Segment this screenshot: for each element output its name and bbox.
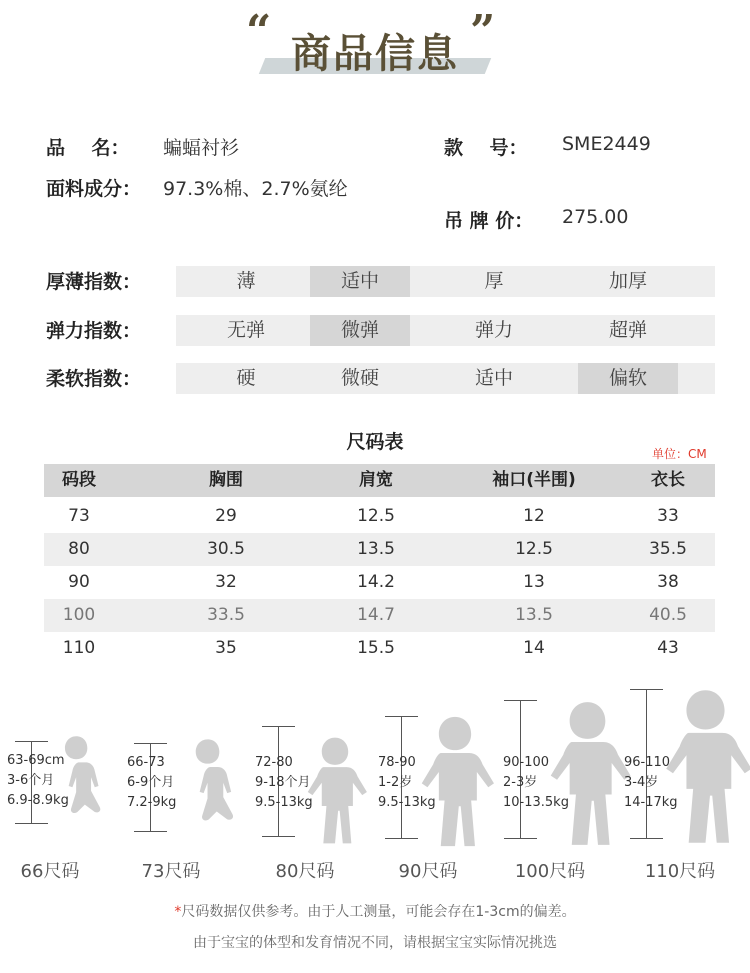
table-row: [44, 599, 715, 632]
quote-open: “: [246, 6, 272, 57]
figure-size-label: 73尺码: [141, 861, 201, 882]
note-line1: 尺码数据仅供参考。由于人工测量，可能会存在1-3cm的偏差。: [181, 904, 576, 920]
baby-silhouette-shape: [422, 717, 494, 846]
table-cell: 35: [215, 638, 237, 658]
ruler-tick: [262, 836, 295, 837]
table-cell: 14: [523, 638, 545, 658]
index-option: 偏软: [608, 367, 647, 389]
table-cell: 80: [68, 539, 90, 559]
size-table-title: 尺码表: [346, 431, 404, 453]
figure-height: 66-73: [127, 755, 165, 770]
page-title: 商品信息: [291, 31, 459, 77]
figure-weight: 9.5-13kg: [255, 795, 313, 810]
table-row: [44, 500, 715, 533]
price-label: 吊 牌 价：: [444, 210, 534, 232]
header-chest: 胸围: [209, 470, 243, 490]
index-bar: [176, 363, 715, 394]
index-option: 弹力: [474, 319, 513, 341]
ruler-tick: [385, 838, 418, 839]
figure-size-label: 80尺码: [275, 861, 335, 882]
sku-value: SME2449: [562, 133, 651, 155]
figure-weight: 7.2-9kg: [127, 795, 177, 810]
fabric-value: 97.3%棉、2.7%氨纶: [163, 178, 348, 200]
figure-age: 6-9个月: [127, 775, 175, 790]
baby-silhouette-icon: [540, 700, 635, 847]
header-shoulder: 肩宽: [359, 470, 393, 490]
index-option: 加厚: [608, 270, 647, 292]
table-cell: 13.5: [515, 605, 553, 625]
ruler-tick: [134, 743, 167, 744]
table-cell: 110: [62, 638, 96, 658]
table-cell: 40.5: [649, 605, 687, 625]
table-cell: 73: [68, 506, 90, 526]
index-option: 适中: [340, 270, 379, 292]
figure-weight: 9.5-13kg: [378, 795, 436, 810]
figure-size-label: 90尺码: [398, 861, 458, 882]
ruler-tick: [15, 741, 48, 742]
index-option: 微硬: [340, 367, 379, 389]
figure-age: 1-2岁: [378, 775, 413, 790]
table-cell: 12.5: [357, 506, 395, 526]
note-measurement: [0, 901, 750, 921]
figure-height: 72-80: [255, 755, 293, 770]
figure-age: 3-6个月: [7, 773, 55, 788]
index-option: 薄: [236, 270, 256, 292]
index-bar: [176, 266, 715, 297]
table-cell: 35.5: [649, 539, 687, 559]
table-cell: 33: [657, 506, 679, 526]
index-label: 弹力指数：: [46, 320, 142, 342]
table-cell: 13.5: [357, 539, 395, 559]
ruler-tick: [385, 716, 418, 717]
baby-silhouette-shape: [666, 690, 750, 843]
figure-size-label: 110尺码: [644, 861, 716, 882]
price-value: 275.00: [562, 206, 629, 228]
figure-weight: 10-13.5kg: [503, 795, 569, 810]
figure-age: 3-4岁: [624, 775, 659, 790]
figure-height: 96-110: [624, 755, 671, 770]
size-table-header: [44, 464, 715, 497]
figure-age: 2-3岁: [503, 775, 538, 790]
baby-silhouette-icon: [412, 715, 498, 848]
index-option: 超弹: [608, 319, 647, 341]
note-fit: 由于宝宝的体型和发育情况不同，请根据宝宝实际情况挑选: [193, 935, 557, 951]
index-option: 适中: [474, 367, 513, 389]
header-cuff-text: 袖口(半围): [492, 470, 576, 490]
baby-silhouette-shape: [65, 736, 100, 813]
table-cell: 33.5: [207, 605, 245, 625]
header-length: 衣长: [651, 470, 685, 490]
table-row: [44, 632, 715, 665]
table-cell: 29: [215, 506, 237, 526]
table-cell: 14.2: [357, 572, 395, 592]
index-option: 微弹: [340, 319, 379, 341]
baby-silhouette-shape: [308, 738, 367, 844]
figure-height: 78-90: [378, 755, 416, 770]
figure-weight: 6.9-8.9kg: [7, 793, 69, 808]
note-star: *: [174, 904, 182, 920]
figure-weight: 14-17kg: [624, 795, 678, 810]
name-label: 品 名：: [46, 137, 130, 159]
table-cell: 38: [657, 572, 679, 592]
table-cell: 90: [68, 572, 90, 592]
ruler-tick: [134, 831, 167, 832]
table-row: [44, 566, 715, 599]
table-cell: 100: [62, 605, 96, 625]
name-value: 蝙蝠衬衫: [163, 137, 240, 159]
table-row: [44, 533, 715, 566]
header-cuff: [464, 464, 604, 497]
index-option: 无弹: [226, 319, 265, 341]
ruler-tick: [504, 838, 537, 839]
table-cell: 14.7: [357, 605, 395, 625]
index-option: 硬: [236, 367, 256, 389]
table-cell: 32: [215, 572, 237, 592]
table-cell: 13: [523, 572, 545, 592]
header-size: 码段: [62, 470, 96, 490]
figure-size-label: 100尺码: [514, 861, 586, 882]
ruler-tick: [504, 700, 537, 701]
table-cell: 30.5: [207, 539, 245, 559]
table-cell: 43: [657, 638, 679, 658]
index-bar: [176, 315, 715, 346]
table-cell: 12.5: [515, 539, 553, 559]
baby-silhouette-shape: [196, 739, 233, 820]
figure-age: 9-18个月: [255, 775, 311, 790]
quote-close: ”: [470, 6, 496, 57]
index-label: 柔软指数：: [46, 368, 142, 390]
index-option: 厚: [484, 270, 504, 292]
ruler-tick: [262, 726, 295, 727]
table-cell: 15.5: [357, 638, 395, 658]
index-label: 厚薄指数：: [46, 271, 142, 293]
ruler-tick: [630, 689, 663, 690]
baby-silhouette-shape: [551, 702, 631, 845]
ruler-tick: [15, 823, 48, 824]
sku-label: 款 号：: [444, 137, 528, 159]
size-table-unit: 单位：CM: [652, 447, 707, 461]
baby-silhouette-icon: [180, 738, 239, 830]
fabric-label: 面料成分：: [46, 178, 142, 200]
figure-height: 90-100: [503, 755, 550, 770]
figure-height: 63-69cm: [7, 753, 65, 768]
table-cell: 12: [523, 506, 545, 526]
ruler-tick: [630, 838, 663, 839]
figure-size-label: 66尺码: [20, 861, 80, 882]
